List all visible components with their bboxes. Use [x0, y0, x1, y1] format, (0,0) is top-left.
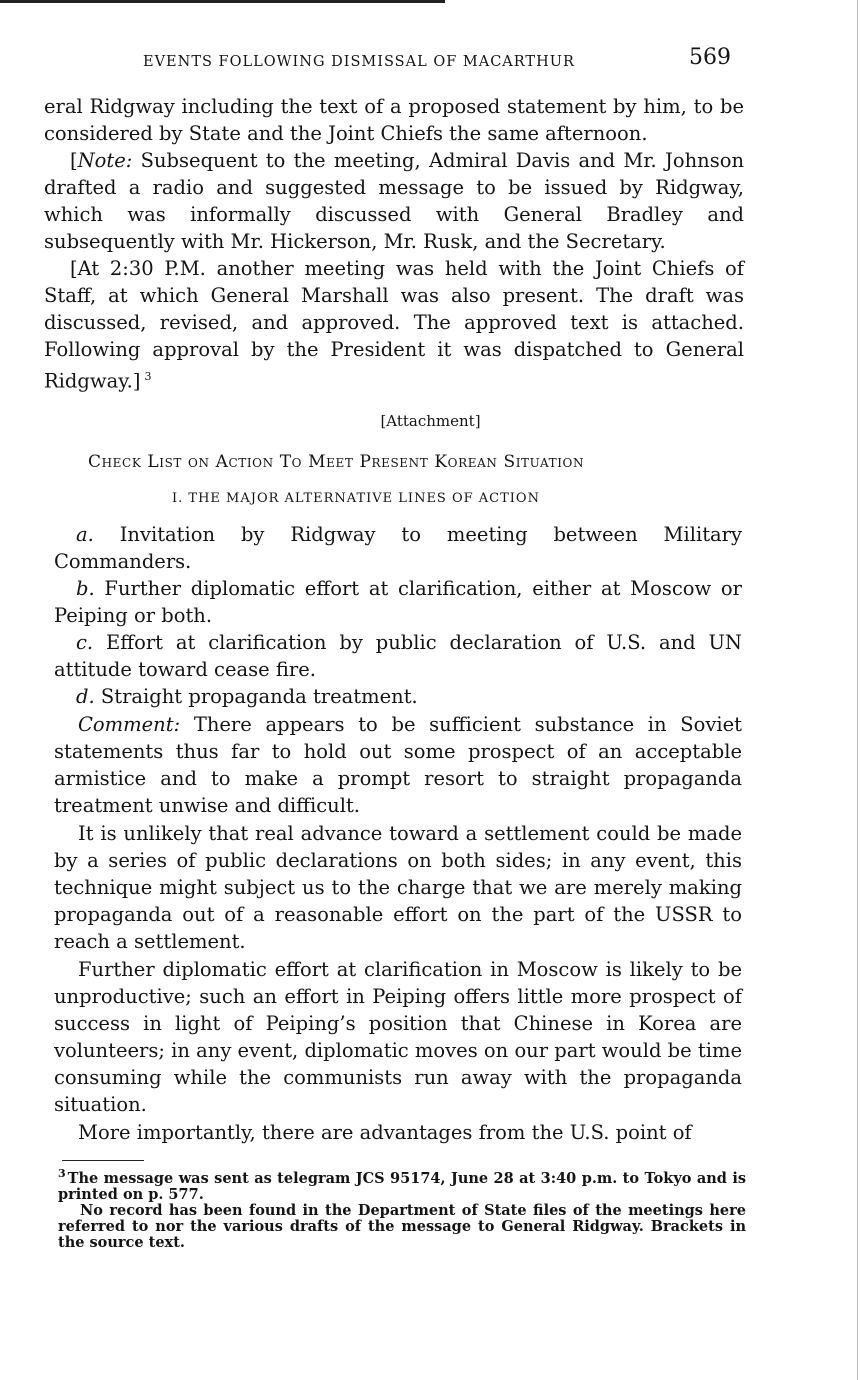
meeting-text: [At 2:30 P.M. another meeting was held with the Joint Chiefs of Staff, at which General Marshall was also present. The draft was discussed, revised, and approved. The approved text is attached. Following approval by the President it was dispatched to General Ridgway.] [44, 257, 744, 393]
footnote-3-text: The message was sent as telegram JCS 95174, June 28 at 3:40 p.m. to Tokyo and is printed on p. 577. [58, 1169, 746, 1203]
item-letter: a. [76, 523, 94, 546]
item-text: Effort at clarification by public declaration of U.S. and UN attitude toward cease fire. [54, 631, 742, 681]
comment-paragraph [54, 711, 742, 819]
footnote-rule [62, 1160, 144, 1161]
list-item [54, 683, 742, 710]
intro-paragraph-3 [44, 255, 744, 395]
footnote-3-continuation: No record has been found in the Department of State files of the meetings here referred to nor the various drafts of the message to General Ridgway. Brackets in the source text. [58, 1201, 746, 1251]
page-edge-line [857, 0, 858, 1380]
section-heading: I. THE MAJOR ALTERNATIVE LINES OF ACTION [172, 491, 540, 506]
intro-paragraph-2 [44, 147, 744, 255]
comment-label: Comment: [78, 713, 181, 736]
body-paragraph: More importantly, there are advantages from the U.S. point of [78, 1121, 692, 1144]
page-number: 569 [689, 45, 731, 70]
item-letter: c. [76, 631, 94, 654]
item-text: Invitation by Ridgway to meeting between Military Commanders. [54, 523, 742, 573]
item-text: Further diplomatic effort at clarification, either at Moscow or Peiping or both. [54, 577, 742, 627]
alternatives-list [54, 521, 742, 1146]
note-text: Subsequent to the meeting, Admiral Davis and Mr. Johnson drafted a radio and suggested message to be issued by Ridgway, which was informally discussed with General Bradley and subsequently with Mr. Hickerson, Mr. Rusk, and the Secretary. [44, 149, 744, 253]
attachment-title: Check List on Action To Meet Present Korean Situation [88, 452, 585, 472]
list-item [54, 521, 742, 575]
running-head: EVENTS FOLLOWING DISMISSAL OF MACARTHUR [143, 54, 575, 70]
note-label: Note: [77, 149, 133, 172]
intro-paragraph-1: eral Ridgway including the text of a proposed statement by him, to be considered by State and the Joint Chiefs the same afternoon. [44, 95, 744, 145]
list-item [54, 575, 742, 629]
item-text: Straight propaganda treatment. [94, 685, 418, 708]
body-paragraph: It is unlikely that real advance toward a settlement could be made by a series of public declarations on both sides; in any event, this technique might subject us to the charge that we are merely making propaganda out of a reasonable effort on the part of the USSR to reach a settlement. [54, 822, 742, 953]
footnote-ref-3: 3 [144, 370, 152, 383]
bracket-open: [ [70, 149, 78, 172]
footnote-marker: 3 [58, 1167, 66, 1180]
footnotes [58, 1166, 746, 1251]
body-paragraph: Further diplomatic effort at clarification in Moscow is likely to be unproductive; such an effort in Peiping offers little more prospect of success in light of Peiping’s position that Chinese in Korea are volunteers; in any event, diplomatic moves on our part would be time consuming while the communists run away with the propaganda situation. [54, 958, 742, 1116]
item-letter: d. [76, 685, 95, 708]
attachment-label: [Attachment] [380, 412, 481, 430]
top-border-line [0, 0, 445, 3]
list-item [54, 629, 742, 683]
footnote-3 [58, 1166, 746, 1203]
comment-text: There appears to be sufficient substance in Soviet statements thus far to hold out some prospect of an acceptable armistice and to make a prompt resort to straight propaganda treatment unwise and difficult. [54, 713, 742, 817]
intro-block [44, 93, 744, 395]
item-letter: b. [76, 577, 95, 600]
